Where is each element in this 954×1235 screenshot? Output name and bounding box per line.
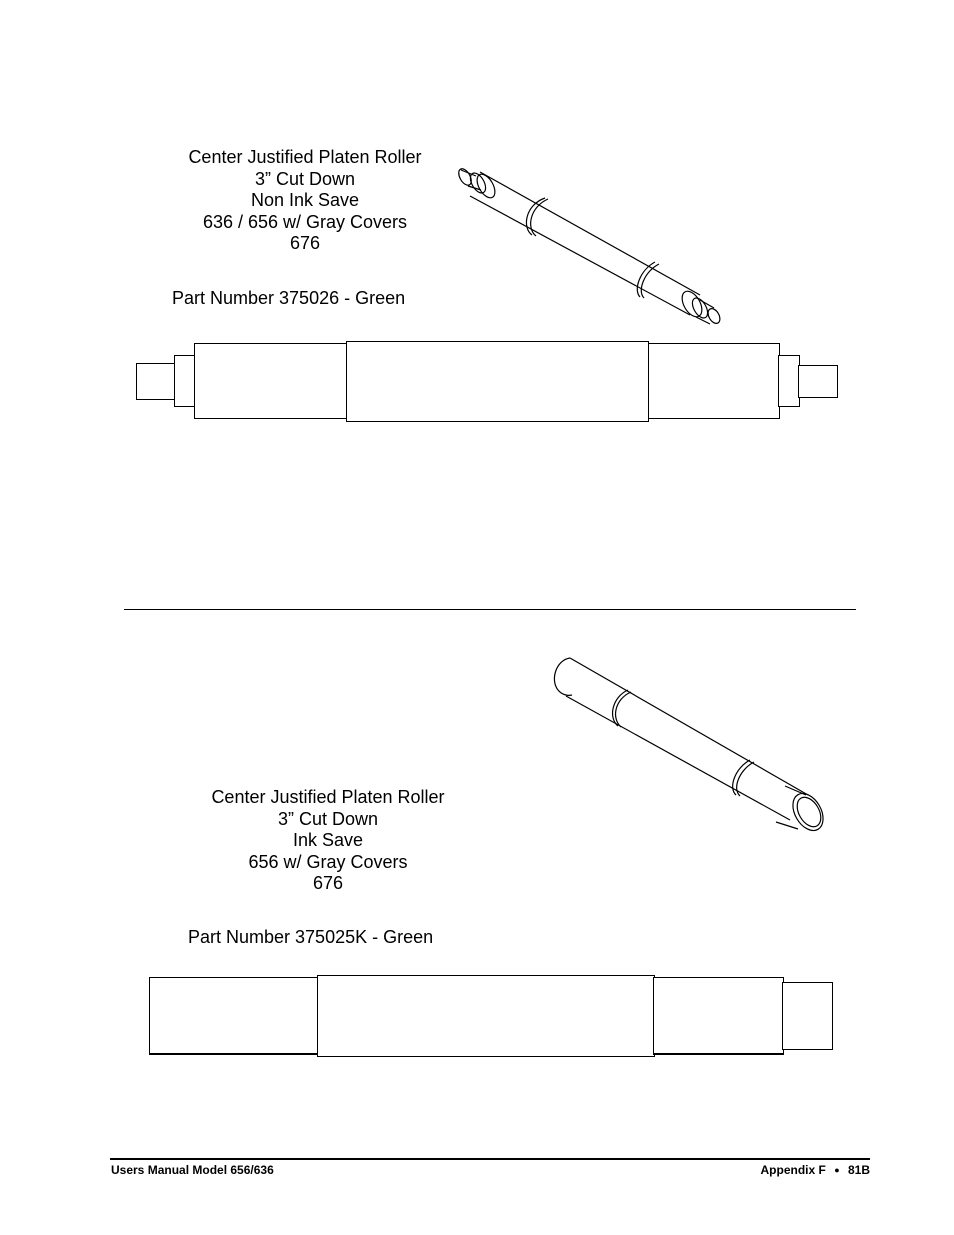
roller-2-caption-line-5: 676: [312, 873, 344, 893]
roller-1-caption-line-2: 3” Cut Down: [254, 168, 356, 189]
footer-page-ref: [761, 1163, 870, 1177]
footer-bullet: ●: [834, 1165, 840, 1175]
roller-1-part-number: Part Number 375026 - Green: [172, 288, 406, 308]
roller-2-part-number: Part Number 375025K - Green: [188, 927, 434, 947]
roller-2-right-shaft-end: [782, 982, 833, 1050]
footer-manual-title: Users Manual Model 656/636: [111, 1163, 274, 1177]
roller-2-center-cover: [317, 975, 655, 1057]
roller-2-caption-line-4: 656 w/ Gray Covers: [248, 851, 408, 872]
footer-rule: [110, 1158, 870, 1160]
roller-2-caption-line-3: Ink Save: [292, 830, 364, 850]
roller-2-caption-line-1: Center Justified Platen Roller: [211, 787, 445, 807]
footer-page-number: 81B: [847, 1163, 870, 1177]
roller-1-caption-line-5: 676: [289, 233, 321, 253]
roller-2-caption-line-2: 3” Cut Down: [277, 808, 379, 829]
roller-1-caption-line-4: 636 / 656 w/ Gray Covers: [202, 211, 408, 232]
roller-1-caption-line-1: Center Justified Platen Roller: [188, 147, 422, 167]
roller-2-caption: [190, 787, 466, 895]
roller-2-left-body: [149, 977, 319, 1055]
footer-appendix: Appendix F: [760, 1163, 826, 1177]
roller-1-caption-line-3: Non Ink Save: [250, 190, 360, 210]
roller-2-right-body: [653, 977, 784, 1055]
